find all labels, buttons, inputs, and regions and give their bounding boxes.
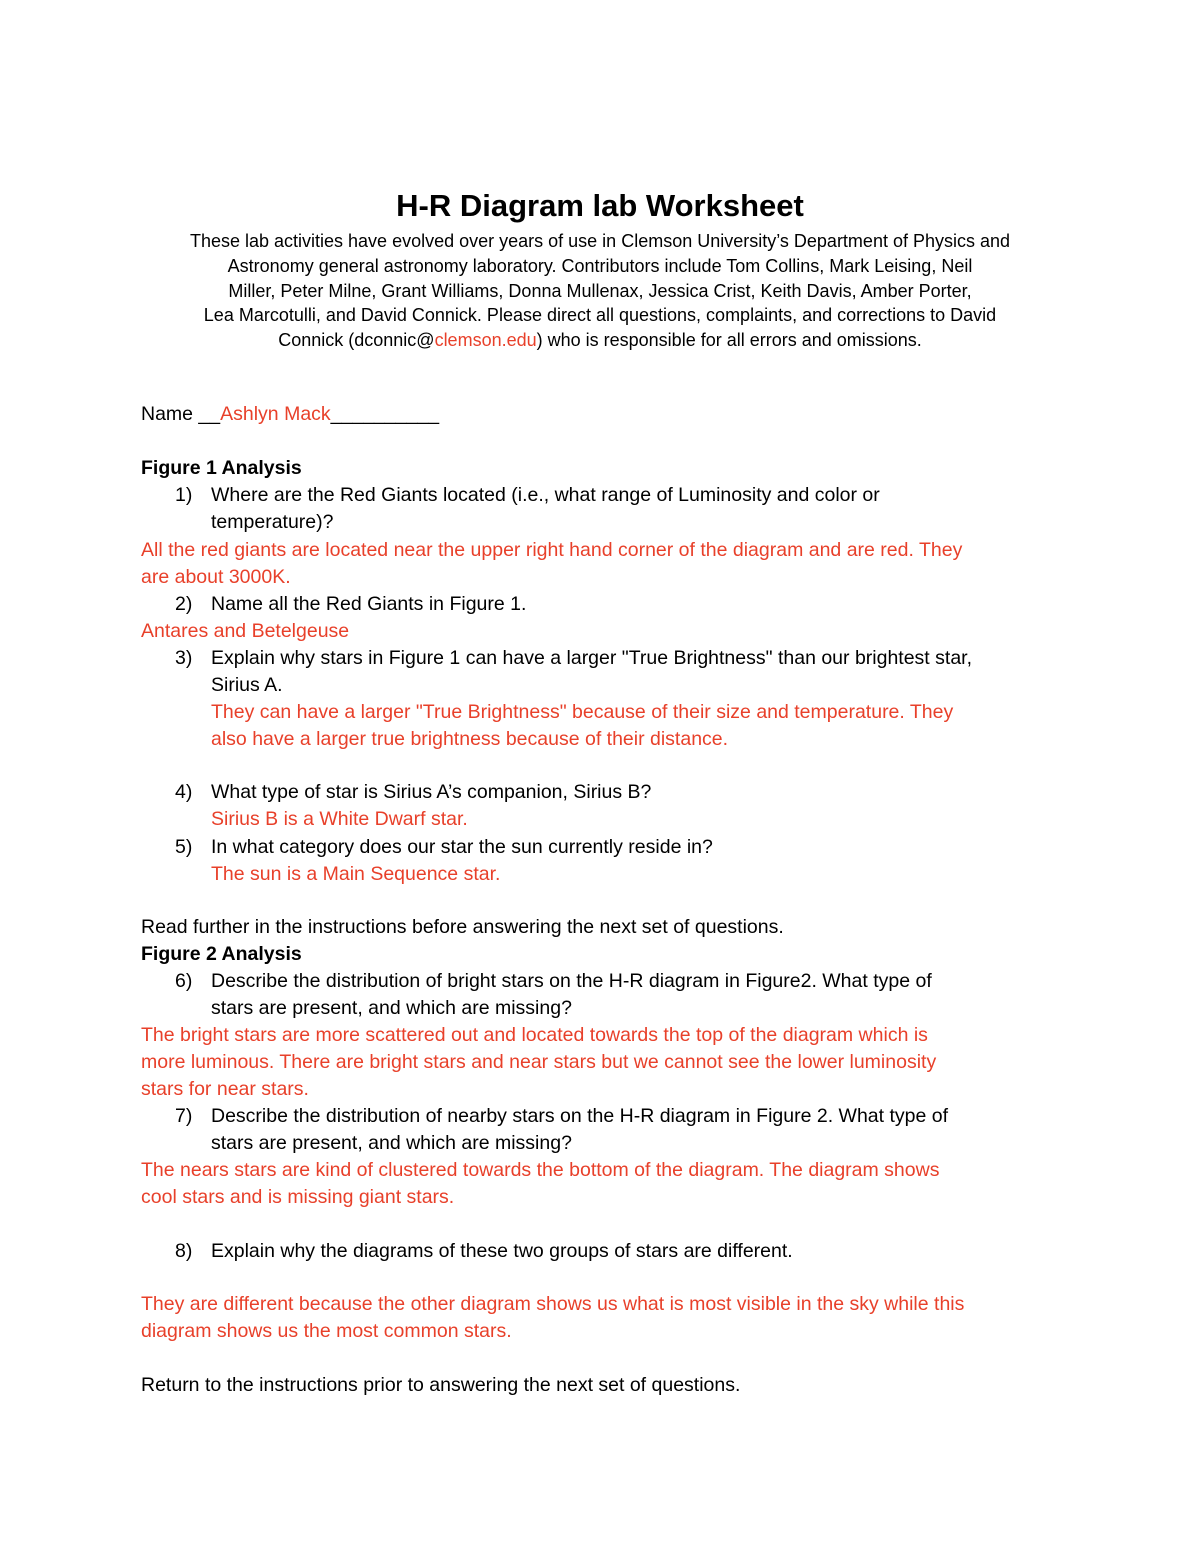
answer-5: The sun is a Main Sequence star. [211, 863, 501, 885]
answer-2: Antares and Betelgeuse [141, 620, 350, 642]
credits-text: Connick (dconnic@ [278, 330, 435, 351]
credits-line: Miller, Peter Milne, Grant Williams, Donna Mullenax, Jessica Crist, Keith Davis, Amber Porter, [228, 280, 972, 301]
question-3-text: Sirius A. [211, 674, 283, 696]
answer-3: They can have a larger "True Brightness" because of their size and temperature. They [211, 701, 954, 723]
credits-line: Lea Marcotulli, and David Connick. Please direct all questions, complaints, and corrections to David [203, 305, 997, 326]
question-3-text: Explain why stars in Figure 1 can have a larger "True Brightness" than our brightest star, [211, 647, 972, 669]
question-7-text: Describe the distribution of nearby stars on the H-R diagram in Figure 2. What type of [211, 1105, 949, 1127]
question-number: 6) [175, 970, 193, 992]
answer-8: They are different because the other diagram shows us what is most visible in the sky while this [141, 1293, 965, 1315]
credits-line: These lab activities have evolved over years of use in Clemson University’s Department of Physics and [189, 231, 1011, 251]
answer-4: Sirius B is a White Dwarf star. [211, 808, 468, 830]
question-1-text: temperature)? [211, 511, 334, 533]
answer-6: more luminous. There are bright stars and near stars but we cannot see the lower luminosity [141, 1051, 937, 1073]
email-domain-link[interactable]: clemson.edu [434, 330, 537, 351]
answer-7: cool stars and is missing giant stars. [141, 1186, 455, 1208]
question-4-text: What type of star is Sirius A’s companion, Sirius B? [211, 781, 652, 803]
return-note: Return to the instructions prior to answering the next set of questions. [141, 1374, 741, 1396]
question-5-text: In what category does our star the sun currently reside in? [211, 836, 713, 858]
question-number: 1) [175, 484, 193, 506]
name-underline: __________ [330, 403, 440, 425]
figure1-heading: Figure 1 Analysis [141, 457, 302, 479]
answer-7: The nears stars are kind of clustered towards the bottom of the diagram. The diagram shows [141, 1159, 940, 1181]
question-6-text: stars are present, and which are missing? [211, 997, 572, 1019]
answer-8: diagram shows us the most common stars. [141, 1320, 512, 1342]
credits-paragraph [140, 229, 1060, 353]
question-number: 3) [175, 647, 193, 669]
read-further-note: Read further in the instructions before answering the next set of questions. [141, 916, 784, 938]
question-number: 2) [175, 593, 193, 615]
answer-1: All the red giants are located near the upper right hand corner of the diagram and are red. They [141, 539, 963, 561]
answer-1: are about 3000K. [141, 566, 291, 588]
question-number: 4) [175, 781, 193, 803]
answer-3: also have a larger true brightness because of their distance. [211, 728, 729, 750]
name-line [141, 401, 1071, 428]
question-6-text: Describe the distribution of bright stars on the H-R diagram in Figure2. What type of [211, 970, 932, 992]
credits-line: Astronomy general astronomy laboratory. Contributors include Tom Collins, Mark Leising, Neil [227, 255, 973, 276]
question-8-text: Explain why the diagrams of these two groups of stars are different. [211, 1240, 793, 1262]
question-2-text: Name all the Red Giants in Figure 1. [211, 593, 527, 615]
page-title: H-R Diagram lab Worksheet [396, 188, 804, 223]
figure2-heading: Figure 2 Analysis [141, 943, 302, 965]
answer-6: The bright stars are more scattered out and located towards the top of the diagram which is [141, 1024, 928, 1046]
name-value: Ashlyn Mack [220, 403, 331, 425]
answer-6: stars for near stars. [141, 1078, 309, 1100]
name-label: Name __ [141, 403, 221, 425]
question-number: 8) [175, 1240, 193, 1262]
question-1-text: Where are the Red Giants located (i.e., what range of Luminosity and color or [211, 484, 880, 506]
question-number: 5) [175, 836, 193, 858]
question-7-text: stars are present, and which are missing? [211, 1132, 572, 1154]
credits-text: ) who is responsible for all errors and omissions. [536, 330, 922, 351]
question-number: 7) [175, 1105, 193, 1127]
credits-line [140, 328, 1060, 353]
